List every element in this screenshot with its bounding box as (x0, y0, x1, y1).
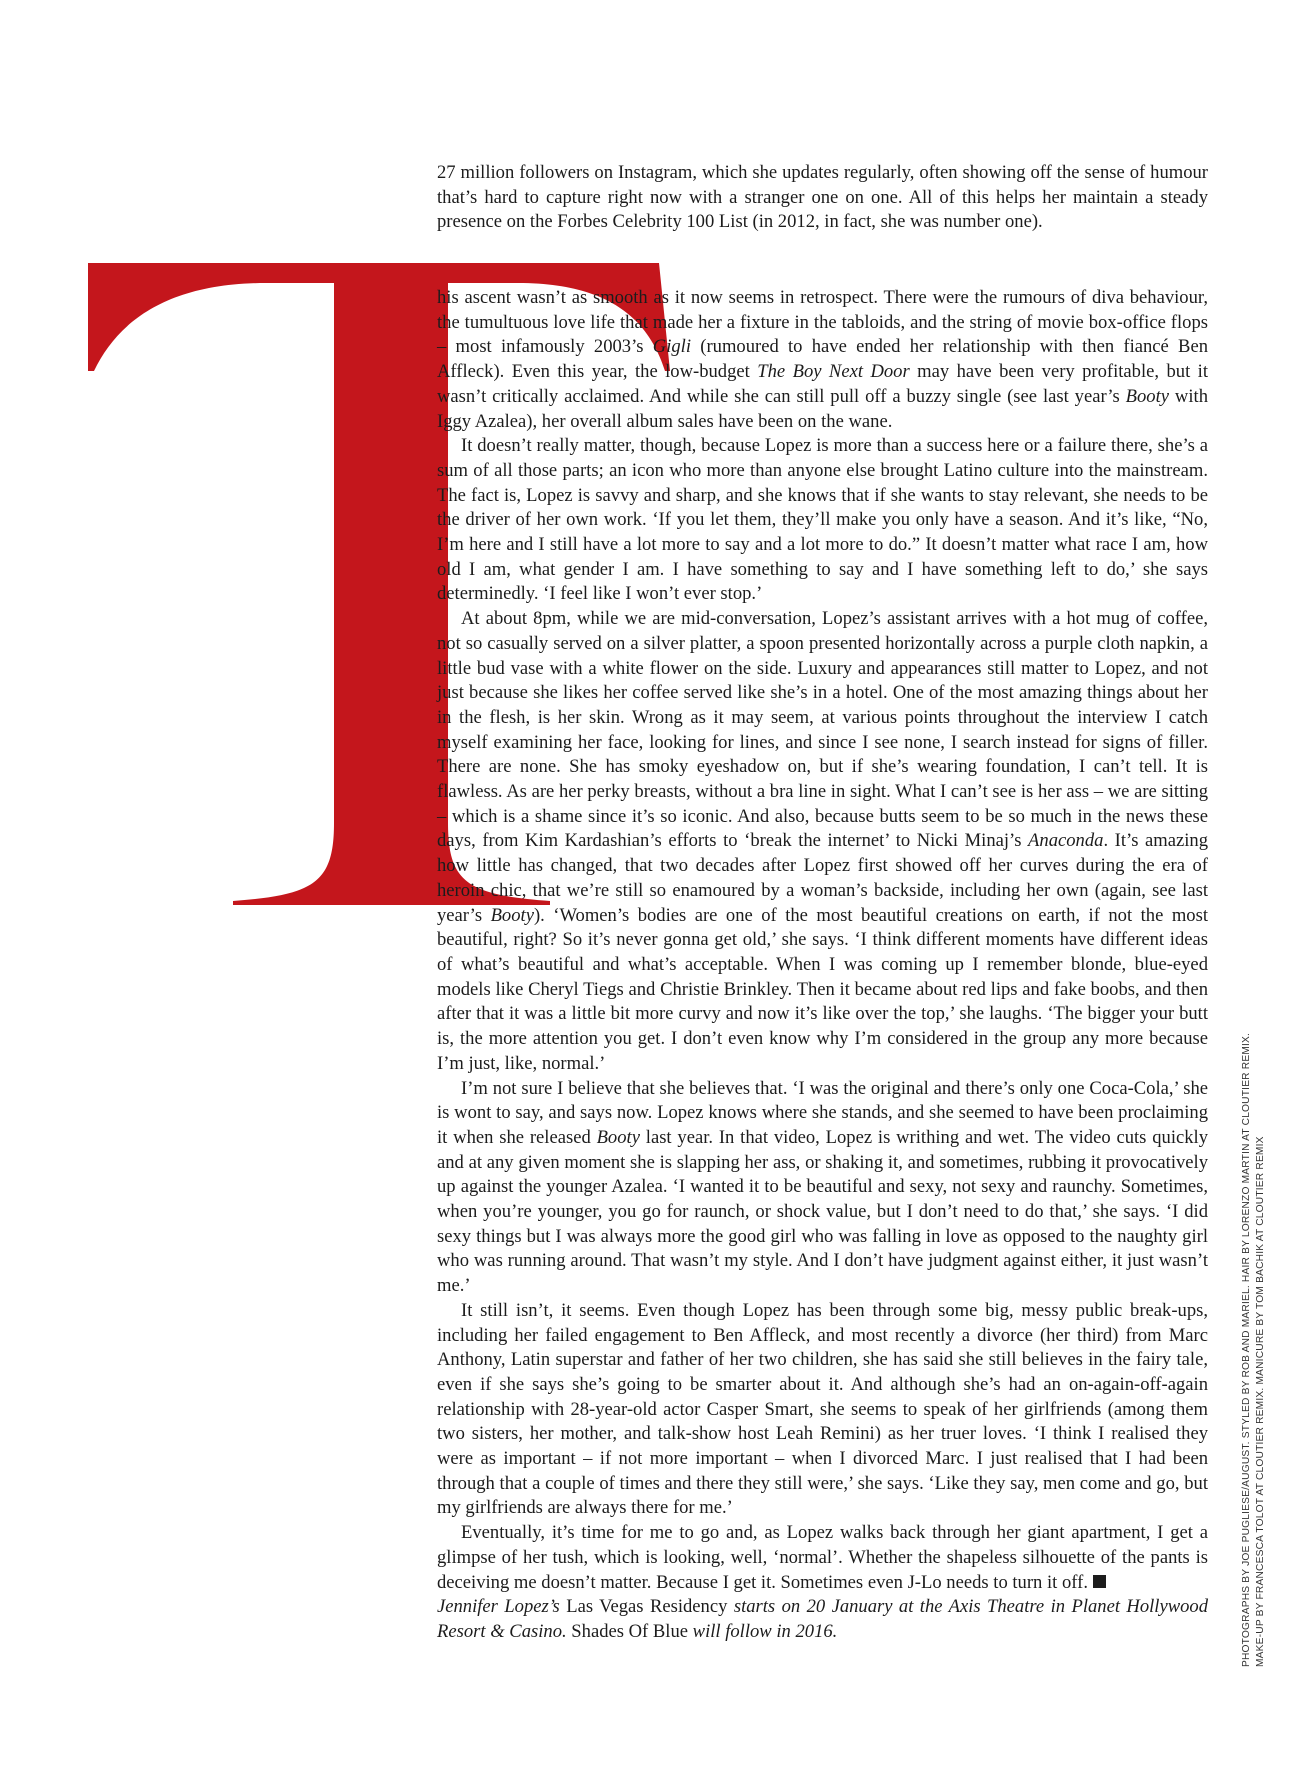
credits-line-2: MAKE-UP BY FRANCESCA TOLOT AT CLOUTIER REMIX. MANICURE BY TOM BACHIK AT CLOUTIER REMIX (1255, 1136, 1266, 1667)
credits-line-1: PHOTOGRAPHS BY JOE PUGLIESE/AUGUST. STYLED BY ROB AND MARIEL. HAIR BY LORENZO MARTIN AT CLOUTIER REMIX. (1241, 1032, 1252, 1667)
end-mark-icon (1093, 1575, 1106, 1588)
article-body (437, 286, 1208, 1645)
paragraph-2: It doesn’t really matter, though, because Lopez is more than a success here or a failure there, she’s a sum of all those parts; an icon who more than anyone else brought Latino culture into the mainstream. The fact is, Lopez is savvy and sharp, and she knows that if she wants to stay relevant, she needs to be the driver of her own work. ‘If you let them, they’ll make you only have a season. And it’s like, “No, I’m here and I still have a lot more to say and a lot more to do.” It doesn’t matter what race I am, how old I am, what gender I am. I have something to say and I have something left to do,’ she says determinedly. ‘I feel like I won’t ever stop.’ (437, 435, 1208, 605)
paragraph-1: his ascent wasn’t as smooth as it now seems in retrospect. There were the rumours of diva behaviour, the tumultuous love life that made her a fixture in the tabloids, and the string of movie box-office flops – most infamously 2003’s Gigli (rumoured to have ended her relationship with then fiancé Ben Affleck). Even this year, the low-budget The Boy Next Door may have been very profitable, but it wasn’t critically acclaimed. And while she can still pull off a buzzy single (see last year’s Booty with Iggy Azalea), her overall album sales have been on the wane. (437, 287, 1209, 432)
intro-text: 27 million followers on Instagram, which she updates regularly, often showing off the sense of humour that’s hard to capture right now with a stranger one on one. All of this helps her maintain a steady presence on the Forbes Celebrity 100 List (in 2012, in fact, she was number one). (437, 162, 1208, 233)
intro-paragraph (437, 161, 1208, 235)
paragraph-4: I’m not sure I believe that she believes that. ‘I was the original and there’s only one Coca-Cola,’ she is wont to say, and says now. Lopez knows where she stands, and she seemed to have been proclaiming it when she released Booty last year. In that video, Lopez is writhing and wet. The video cuts quickly and at any given moment she is slapping her ass, or shaking it, and sometimes, rubbing it provocatively up against the younger Azalea. ‘I wanted it to be beautiful and sexy, not sexy and raunchy. Sometimes, when you’re younger, you go for raunch, or shock value, but I don’t need to do that,’ she says. ‘I did sexy things but I was always more the good girl who was falling in love as opposed to the naughty girl who was running around. That wasn’t my style. And I don’t have judgment against either, it just wasn’t me.’ (437, 1077, 1208, 1297)
paragraph-3: At about 8pm, while we are mid-conversation, Lopez’s assistant arrives with a hot mug of coffee, not so casually served on a silver platter, a spoon presented horizontally across a purple cloth napkin, a little bud vase with a white flower on the side. Luxury and appearances still matter to Lopez, and not just because she likes her coffee served like she’s in a hotel. One of the most amazing things about her in the flesh, is her skin. Wrong as it may seem, at various points throughout the interview I catch myself examining her face, looking for lines, and since I see none, I search instead for signs of filler. There are none. She has smoky eyeshadow on, but if she’s wearing foundation, I can’t tell. It is flawless. As are her perky breasts, without a bra line in sight. What I can’t see is her ass – we are sitting – which is a shame since it’s so iconic. And also, because butts seem to be so much in the news these days, from Kim Kardashian’s efforts to ‘break the internet’ to Nicki Minaj’s Anaconda. It’s amazing how little has changed, that two decades after Lopez first showed off her curves during the era of heroin chic, that we’re still so enamoured by a woman’s backside, including her own (again, see last year’s Booty). ‘Women’s bodies are one of the most beautiful creations on earth, if not the most beautiful, right? So it’s never gonna get old,’ she says. ‘I think different moments have different ideas of what’s beautiful and what’s acceptable. When I was coming up I remember blonde, blue-eyed models like Cheryl Tiegs and Christie Brinkley. Then it became about red lips and fake boobs, and then after that it was a little bit more curvy and now it’s like over the top,’ she laughs. ‘The bigger your butt is, the more attention you get. I don’t even know why I’m considered in the group any more because I’m just, like, normal.’ (437, 608, 1209, 1074)
photo-credits (1240, 987, 1298, 1667)
footnote: Jennifer Lopez’s Las Vegas Residency starts on 20 January at the Axis Theatre in Planet Hollywood Resort & Casino. Shades Of Blue will follow in 2016. (437, 1596, 1209, 1642)
paragraph-6: Eventually, it’s time for me to go and, as Lopez walks back through her giant apartment, I get a glimpse of her tush, which is looking, well, ‘normal’. Whether the shapeless silhouette of the pants is deceiving me doesn’t matter. Because I get it. Sometimes even J-Lo needs to turn it off. (437, 1522, 1208, 1593)
paragraph-5: It still isn’t, it seems. Even though Lopez has been through some big, messy public break-ups, including her failed engagement to Ben Affleck, and most recently a divorce (her third) from Marc Anthony, Latin superstar and father of her two children, she has said she still believes in the fairy tale, even if she says she’s going to be smarter about it. And although she’s had an on-again-off-again relationship with 28-year-old actor Casper Smart, she seems to speak of her girlfriends (among them two sisters, her mother, and talk-show host Leah Remini) as her truer loves. ‘I think I realised they were as important – if not more important – when I divorced Marc. I just realised that I had been through that a couple of times and there they still were,’ she says. ‘Like they say, men come and go, but my girlfriends are always there for me.’ (437, 1299, 1208, 1519)
